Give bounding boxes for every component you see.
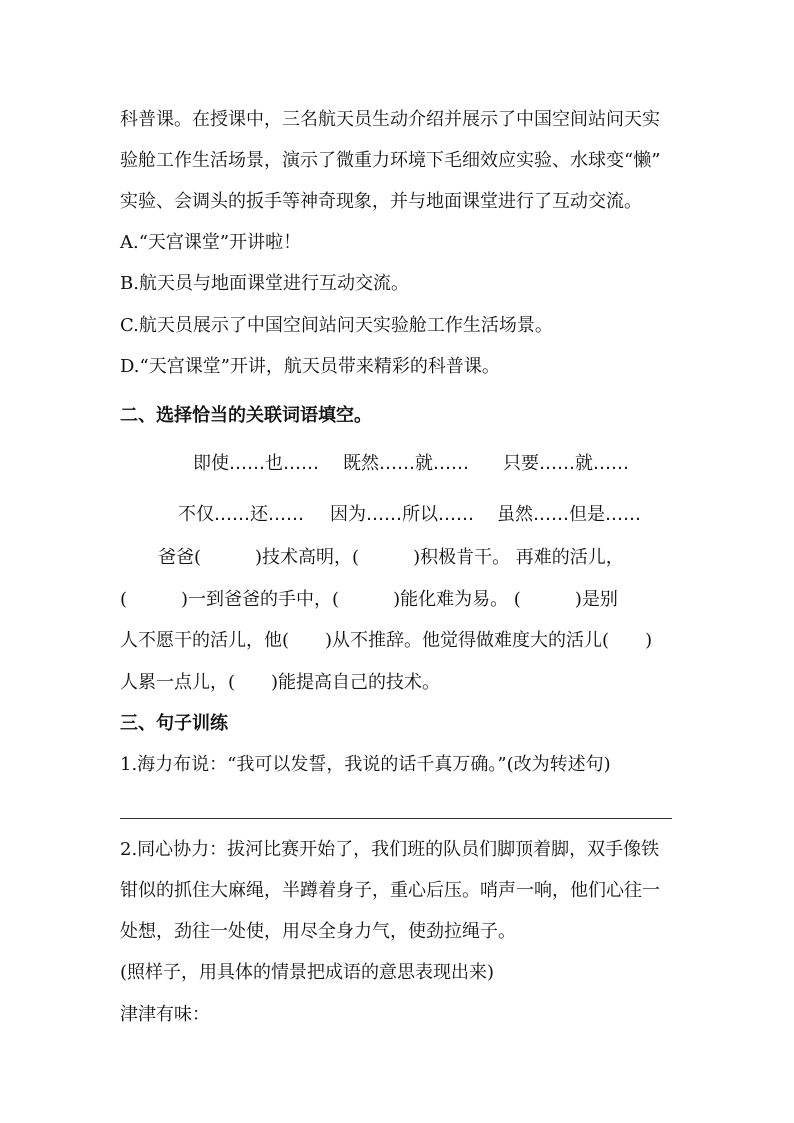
fill-paragraph-line-4: 人累一点儿，( )能提高自己的技术。 xyxy=(120,672,441,693)
option-d: D.“天宫课堂”开讲，航天员带来精彩的科普课。 xyxy=(120,356,500,377)
word-option: 不仅……还…… xyxy=(178,504,304,525)
word-option: 因为……所以…… xyxy=(330,504,474,525)
fill-paragraph-line-2: ( )一到爸爸的手中，( )能化难为易。 ( )是别 xyxy=(120,589,618,610)
option-b: B.航天员与地面课堂进行互动交流。 xyxy=(120,273,409,294)
answer-line[interactable] xyxy=(120,818,672,819)
word-option: 既然……就…… xyxy=(343,453,469,474)
section-2-title: 二、选择恰当的关联词语填空。 xyxy=(120,405,372,426)
word-option: 虽然……但是…… xyxy=(497,504,641,525)
option-a: A.“天宫课堂”开讲啦！ xyxy=(120,232,302,253)
fill-paragraph-line-3: 人不愿干的活儿，他( )从不推辞。他觉得做难度大的活儿( ) xyxy=(120,630,653,651)
question-1: 1.海力布说：“我可以发誓，我说的话千真万确。”(改为转述句) xyxy=(120,754,611,775)
fill-paragraph-line-1: 爸爸( )技术高明，( )积极肯干。 再难的活儿， xyxy=(158,547,624,568)
prompt-idiom: 津津有味： xyxy=(120,1004,210,1025)
word-option: 即使……也…… xyxy=(193,453,319,474)
passage-line-1: 科普课。在授课中，三名航天员生动介绍并展示了中国空间站问天实 xyxy=(120,109,660,130)
passage-line-3: 实验、会调头的扳手等神奇现象，并与地面课堂进行了互动交流。 xyxy=(120,191,642,212)
instruction: (照样子，用具体的情景把成语的意思表现出来) xyxy=(120,962,495,983)
word-option: 只要……就…… xyxy=(503,453,629,474)
question-2-line-3: 处想，劲往一处使，用尽全身力气，使劲拉绳子。 xyxy=(120,921,516,942)
word-bank-row-1 xyxy=(0,452,794,476)
section-3-title: 三、句子训练 xyxy=(120,713,228,734)
option-c: C.航天员展示了中国空间站问天实验舱工作生活场景。 xyxy=(120,315,553,336)
passage-line-2: 验舱工作生活场景，演示了微重力环境下毛细效应实验、水球变“懒” xyxy=(120,150,661,171)
word-bank-row-2 xyxy=(0,503,794,527)
question-2-line-2: 钳似的抓住大麻绳，半蹲着身子，重心后压。哨声一响，他们心往一 xyxy=(120,880,660,901)
question-2-line-1: 2.同心协力：拔河比赛开始了，我们班的队员们脚顶着脚，双手像铁 xyxy=(120,839,660,860)
